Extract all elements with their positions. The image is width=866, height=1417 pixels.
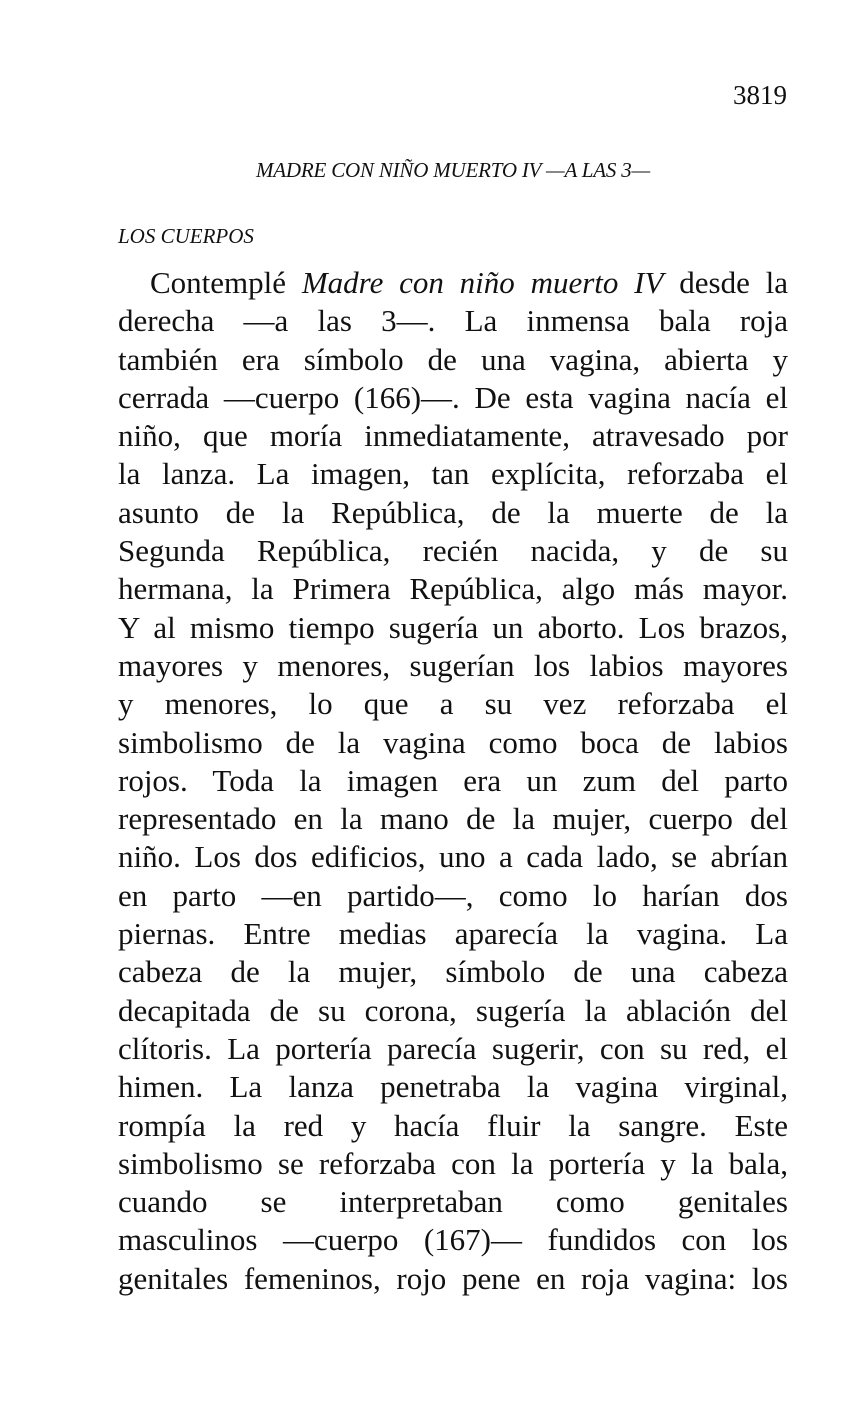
paragraph-line: hermana, la Primera República, algo más mayor. (118, 571, 788, 607)
paragraph-line: la lanza. La imagen, tan explícita, reforzaba el (118, 456, 788, 492)
paragraph-line: representado en la mano de la mujer, cuerpo del (118, 801, 788, 837)
page-number: 3819 (733, 80, 787, 110)
paragraph-line: asunto de la República, de la muerte de la (118, 494, 788, 530)
paragraph-line: cuando se interpretaban como genitales (118, 1184, 788, 1220)
paragraph-line: en parto —en partido—, como lo harían dos (118, 877, 788, 913)
artwork-title: Madre con niño muerto IV (301, 265, 664, 300)
paragraph-line: Segunda República, recién nacida, y de su (118, 533, 788, 569)
paragraph-line: decapitada de su corona, sugería la ablación del (118, 992, 788, 1028)
section-label: LOS CUERPOS (118, 224, 254, 248)
paragraph-line (118, 264, 788, 302)
line-text: Contemplé (150, 265, 302, 300)
paragraph-line: niño, que moría inmediatamente, atravesado por (118, 418, 788, 454)
paragraph-line: también era símbolo de una vagina, abierta y (118, 341, 788, 377)
running-head: MADRE CON NIÑO MUERTO IV —A LAS 3— (256, 158, 650, 182)
paragraph-line: mayores y menores, sugerían los labios mayores (118, 647, 788, 683)
paragraph-line: piernas. Entre medias aparecía la vagina. La (118, 916, 788, 952)
paragraph-line: rojos. Toda la imagen era un zum del parto (118, 762, 788, 798)
paragraph-line: niño. Los dos edificios, uno a cada lado, se abrían (118, 839, 788, 875)
line-text: desde la (663, 265, 788, 300)
paragraph-line: genitales femeninos, rojo pene en roja vagina: los (118, 1260, 788, 1296)
paragraph-line: simbolismo de la vagina como boca de labios (118, 724, 788, 760)
body-paragraph (118, 264, 788, 1298)
paragraph-line: cabeza de la mujer, símbolo de una cabeza (118, 954, 788, 990)
paragraph-line: cerrada —cuerpo (166)—. De esta vagina nacía el (118, 379, 788, 415)
paragraph-line: y menores, lo que a su vez reforzaba el (118, 686, 788, 722)
paragraph-line: clítoris. La portería parecía sugerir, con su red, el (118, 1030, 788, 1066)
paragraph-line: himen. La lanza penetraba la vagina virginal, (118, 1069, 788, 1105)
paragraph-line: derecha —a las 3—. La inmensa bala roja (118, 303, 788, 339)
paragraph-line: rompía la red y hacía fluir la sangre. Este (118, 1107, 788, 1143)
paragraph-line: masculinos —cuerpo (167)— fundidos con los (118, 1222, 788, 1258)
paragraph-line: simbolismo se reforzaba con la portería y la bala, (118, 1145, 788, 1181)
paragraph-line: Y al mismo tiempo sugería un aborto. Los brazos, (118, 609, 788, 645)
